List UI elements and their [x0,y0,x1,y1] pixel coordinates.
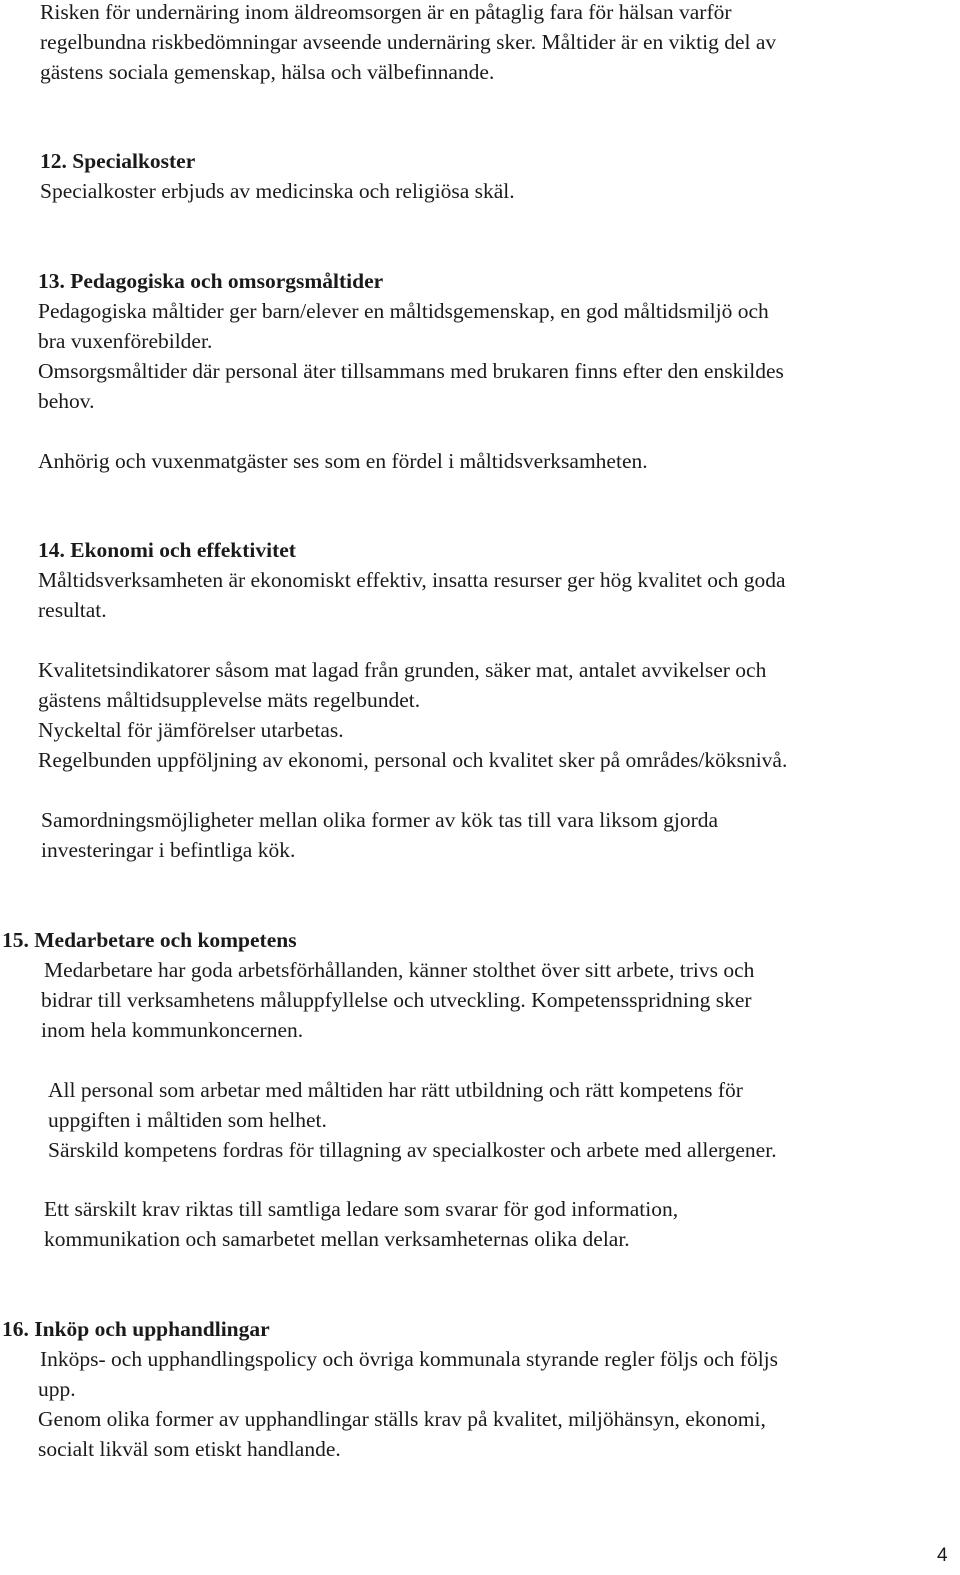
section-line: kommunikation och samarbetet mellan verksamheternas olika delar. [44,1227,630,1251]
section-line: Pedagogiska måltider ger barn/elever en måltidsgemenskap, en god måltidsmiljö och [38,299,769,323]
section-line: All personal som arbetar med måltiden har rätt utbildning och rätt kompetens för [48,1078,743,1102]
section-line: socialt likväl som etiskt handlande. [38,1437,341,1461]
section-line: investeringar i befintliga kök. [41,838,296,862]
section-line: Särskild kompetens fordras för tillagning av specialkoster och arbete med allergener. [48,1138,777,1162]
section-heading: 15. Medarbetare och kompetens [2,928,297,952]
section-line: behov. [38,389,95,413]
intro-line: gästens sociala gemenskap, hälsa och välbefinnande. [40,60,495,84]
section-line: Samordningsmöjligheter mellan olika former av kök tas till vara liksom gjorda [41,808,719,832]
section-line: Omsorgsmåltider där personal äter tillsammans med brukaren finns efter den enskildes [38,359,784,383]
intro-line: regelbundna riskbedömningar avseende undernäring sker. Måltider är en viktig del av [40,30,777,54]
section-line: Nyckeltal för jämförelser utarbetas. [38,718,344,742]
section-heading: 13. Pedagogiska och omsorgsmåltider [38,269,384,293]
section-line: upp. [38,1377,76,1401]
section-line: Inköps- och upphandlingspolicy och övriga kommunala styrande regler följs och följs [40,1347,779,1371]
section-line: Måltidsverksamheten är ekonomiskt effektiv, insatta resurser ger hög kvalitet och goda [38,568,786,592]
section-line: Regelbunden uppföljning av ekonomi, personal och kvalitet sker på områdes/köksnivå. [38,748,788,772]
section-line: Kvalitetsindikatorer såsom mat lagad från grunden, säker mat, antalet avvikelser och [38,658,767,682]
section-line: resultat. [38,598,107,622]
section-line: Ett särskilt krav riktas till samtliga ledare som svarar för god information, [44,1197,679,1221]
section-line: bidrar till verksamhetens måluppfyllelse och utveckling. Kompetensspridning sker [41,988,752,1012]
section-line: gästens måltidsupplevelse mäts regelbundet. [38,688,421,712]
section-line: uppgiften i måltiden som helhet. [48,1108,327,1132]
section-line: Genom olika former av upphandlingar ställs krav på kvalitet, miljöhänsyn, ekonomi, [38,1407,766,1431]
section-line: inom hela kommunkoncernen. [41,1018,304,1042]
page-number: 4 [937,1545,948,1566]
section-line: Medarbetare har goda arbetsförhållanden, känner stolthet över sitt arbete, trivs och [44,958,755,982]
section-heading: 16. Inköp och upphandlingar [2,1317,270,1341]
section-line: Specialkoster erbjuds av medicinska och religiösa skäl. [40,179,515,203]
section-heading: 12. Specialkoster [40,149,196,173]
section-heading: 14. Ekonomi och effektivitet [38,538,296,562]
intro-line: Risken för undernäring inom äldreomsorgen är en påtaglig fara för hälsan varför [40,0,732,24]
section-line: Anhörig och vuxenmatgäster ses som en fördel i måltidsverksamheten. [38,449,648,473]
section-line: bra vuxenförebilder. [38,329,213,353]
